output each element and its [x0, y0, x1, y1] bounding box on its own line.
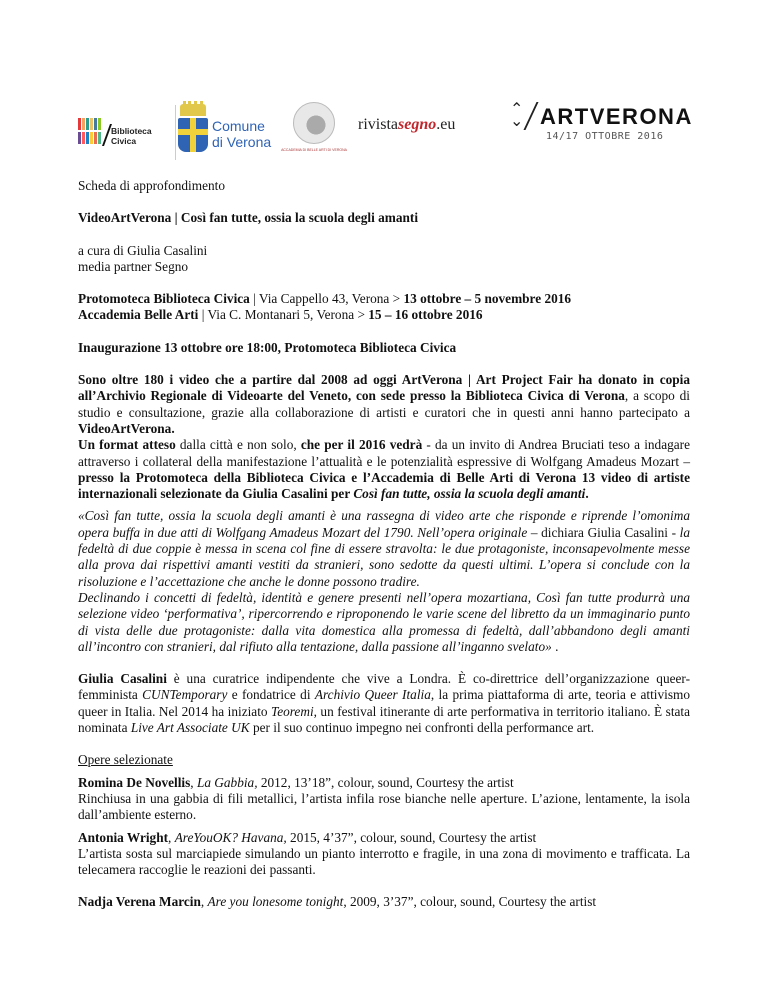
- document-title: VideoArtVerona | Così fan tutte, ossia la scuola degli amanti: [78, 210, 419, 226]
- work-credit: Nadja Verena Marcin, Are you lonesome tonight, 2009, 3’37”, colour, sound, Courtesy the artist: [78, 894, 597, 910]
- logo-text: Comune di Verona: [212, 118, 272, 150]
- credit-media-partner: media partner Segno: [78, 258, 189, 274]
- work-entry: [78, 830, 690, 879]
- venue-line: Protomoteca Biblioteca Civica | Via Cappello 43, Verona > 13 ottobre – 5 novembre 2016: [78, 291, 572, 307]
- crown-icon: [180, 104, 206, 116]
- seal-icon: [293, 102, 335, 144]
- logo-text: Biblioteca Civica: [111, 126, 152, 146]
- logo-biblioteca-civica: [78, 118, 168, 152]
- partner-logos: [78, 100, 698, 175]
- work-entry: [78, 775, 690, 824]
- slash-mark: [523, 102, 538, 130]
- curator-quote: «Così fan tutte, ossia la scuola degli amanti è una rassegna di video arte che risponde e riprende l’omonima opera buffa in due atti di Wolfgang Amadeus Mozart del 1790. Nell’opera originale – dichiara Giulia Casalini - la fedeltà di due coppie è messa in scena col fine di essere stravolta: le due protagoniste, inconsapevolmente messe alla prova dai rispettivi amanti vestiti da stranieri, sono sedotte da questi ultimi. L’opera si conclude con la risoluzione e l’accettazione che anche le donne possono tradire. Declinando i concetti di fedeltà, identità e genere presenti nell’opera mozartiana, Così fan tutte produrrà una selezione video ‘performativa’, ripercorrendo e riproponendo le varie scene del libretto da un immaginario punto di vista delle due protagoniste: dalla vita domestica alla promessa di fedeltà, dall’abbandono degli amanti all’incontro con stranieri, dal rifiuto alla tentazione, dalla passione all’inganno svelato» .: [78, 508, 690, 654]
- work-credit: Antonia Wright, AreYouOK? Havana, 2015, 4’37”, colour, sound, Courtesy the artist: [78, 829, 537, 845]
- opening-info: Inaugurazione 13 ottobre ore 18:00, Protomoteca Biblioteca Civica: [78, 339, 457, 355]
- intro-paragraph: Sono oltre 180 i video che a partire dal 2008 ad oggi ArtVerona | Art Project Fair ha donato in copia all’Archivio Regionale di Videoarte del Veneto, con sede presso la Biblioteca Civica di Verona, a scopo di studio e consultazione, grazie alla collaborazione di artisti e curatori che in questi anni hanno partecipato a VideoArtVerona. Un format atteso dalla città e non solo, che per il 2016 vedrà - da un invito di Andrea Bruciati teso a indagare attraverso i collateral della manifestazione l’attualità e le potenzialità espressive di Wolfgang Amadeus Mozart – presso la Protomoteca della Biblioteca Civica e l’Accademia di Belle Arti di Verona 13 video di artiste internazionali selezionate da Giulia Casalini per Così fan tutte, ossia la scuola degli amanti.: [78, 372, 690, 502]
- work-credit: Romina De Novellis, La Gabbia, 2012, 13’18”, colour, sound, Courtesy the artist: [78, 774, 514, 790]
- logo-artverona: ⌃ ⌄ ARTVERONA 14/17 OTTOBRE 2016: [510, 101, 693, 142]
- work-entry: [78, 894, 690, 910]
- logo-comune-di-verona: [178, 100, 278, 170]
- logo-rivista-segno: rivistasegno.eu: [358, 116, 456, 133]
- kicker: Scheda di approfondimento: [78, 178, 225, 193]
- venue-line: Accademia Belle Arti | Via C. Montanari 5, Verona > 15 – 16 ottobre 2016: [78, 307, 483, 323]
- section-heading: Opere selezionate: [78, 752, 173, 768]
- chevrons-icon: ⌃ ⌄: [510, 101, 524, 130]
- curator-bio: Giulia Casalini è una curatrice indipendente che vive a Londra. È co-direttrice dell’organizzazione queer-femminista CUNTemporary e fondatrice di Archivio Queer Italia, la prima piattaforma di arte, teoria e attivismo queer in Italia. Nel 2014 ha iniziato Teoremi, un festival itinerante di arte performativa in territorio italiano. È stata nominata Live Art Associate UK per il suo continuo impegno nei confronti della performance art.: [78, 671, 691, 736]
- logo-caption: ACCADEMIA DI BELLE ARTI DI VERONA: [281, 148, 347, 152]
- work-description: L’artista sosta sul marciapiede simulando un pianto interrotto e fragile, in una zona di movimento e trafficata. La telecamera raccoglie le reazioni dei passanti.: [78, 845, 690, 878]
- logo-divider: [175, 105, 176, 160]
- shield-cross-icon: [178, 118, 208, 152]
- work-description: Rinchiusa in una gabbia di fili metallici, l’artista infila rose bianche nelle aperture. L’azione, lentamente, la isola dall’ambiente esterno.: [78, 790, 690, 823]
- logo-accademia-belle-arti: [281, 100, 347, 170]
- books-icon: [78, 118, 106, 144]
- document-body: [78, 178, 690, 911]
- credit-curator: a cura di Giulia Casalini: [78, 242, 208, 258]
